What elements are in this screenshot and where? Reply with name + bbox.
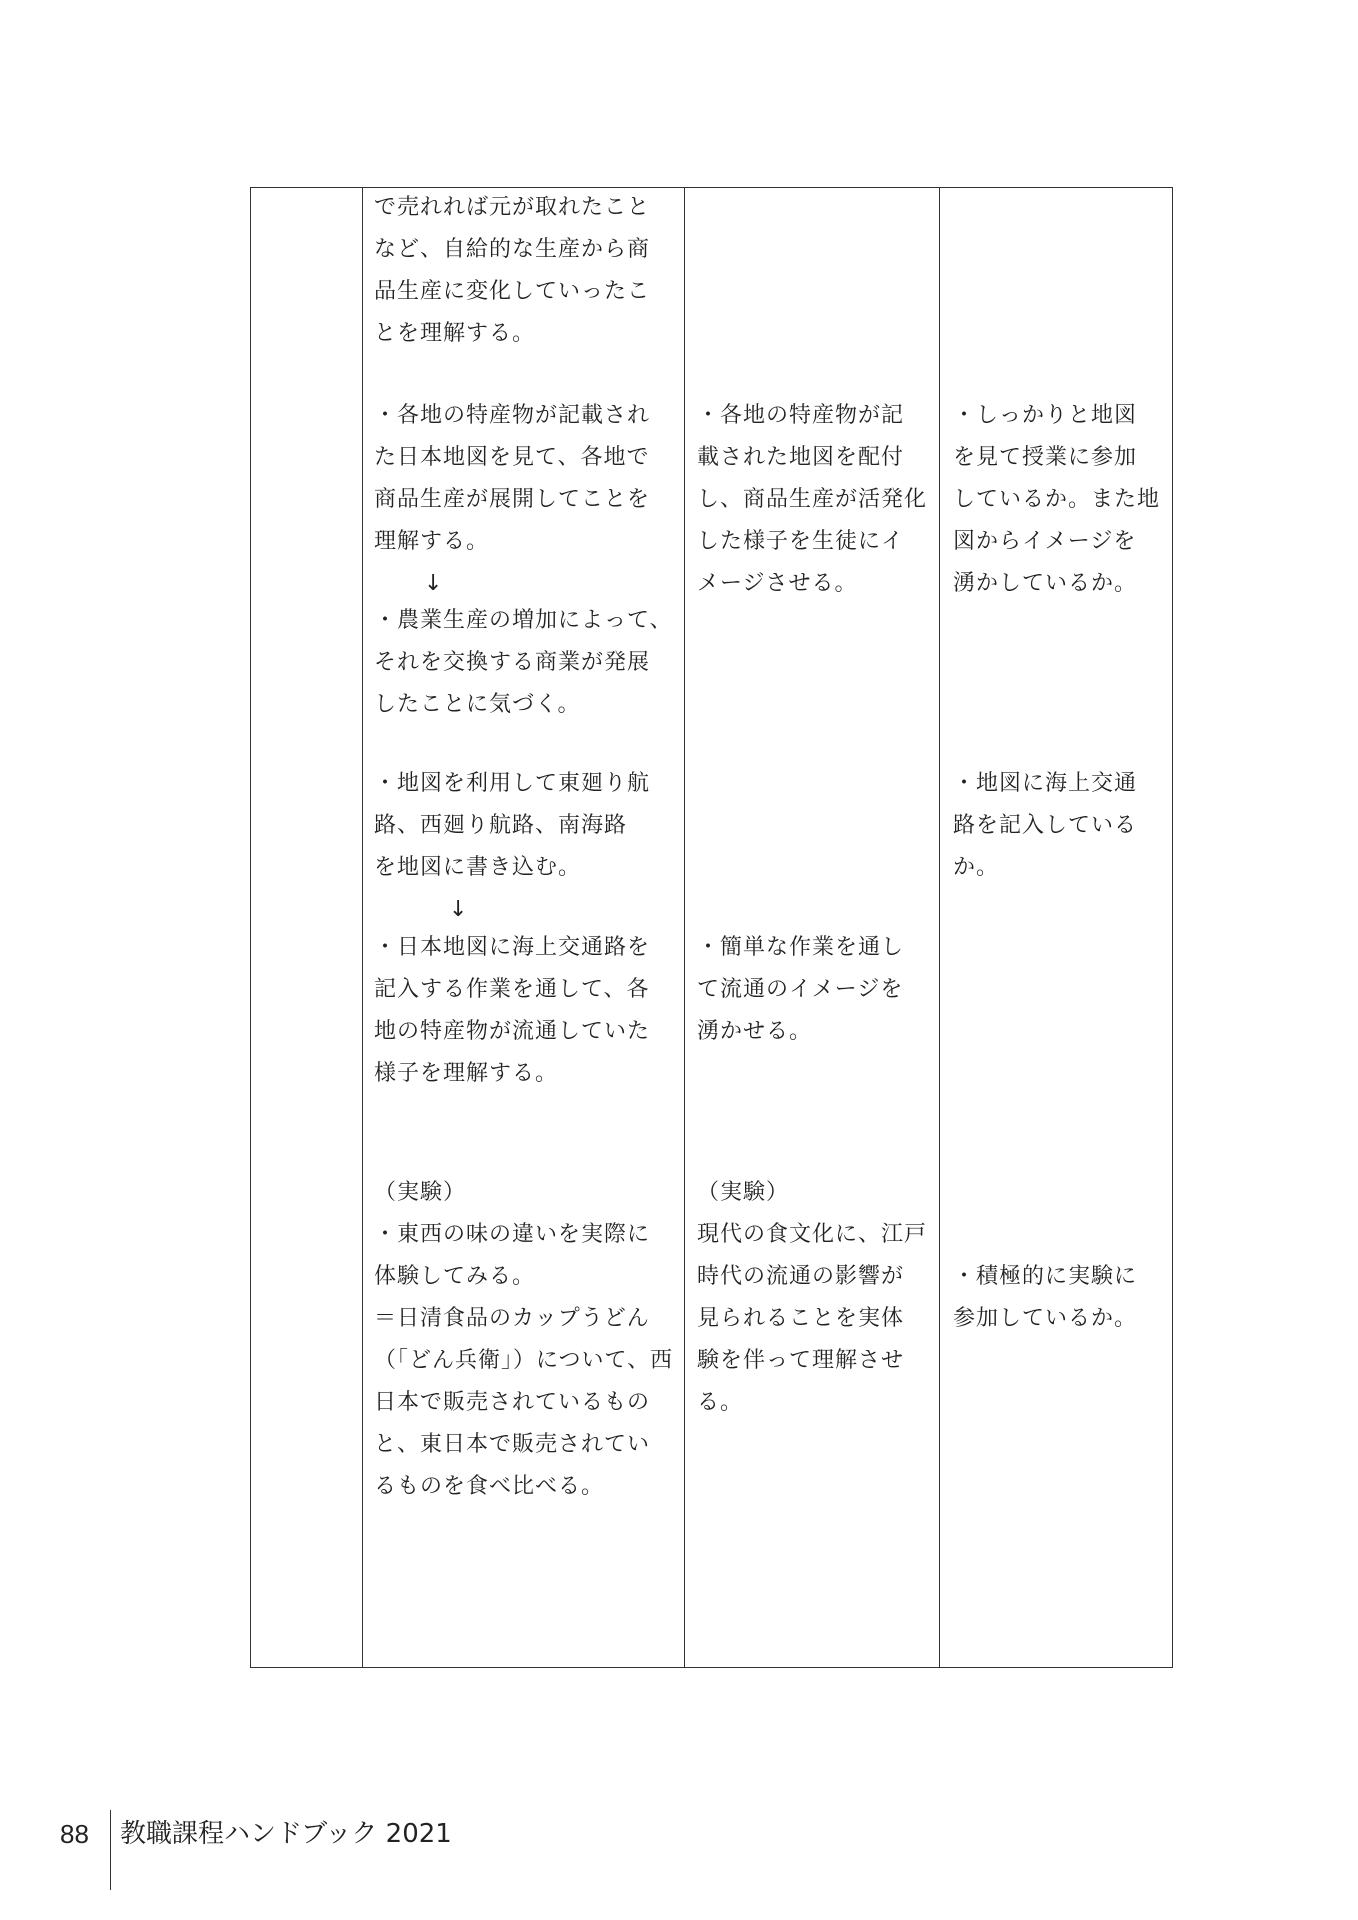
text-line: 品生産に変化していったこ: [374, 279, 651, 304]
text-line: ・地図に海上交通: [953, 771, 1138, 796]
text-line: （実験）: [374, 1180, 467, 1205]
evaluation-block-1: [953, 395, 1160, 605]
text-line: とを理解する。: [374, 321, 536, 346]
text-line: 現代の食文化に、江戸: [697, 1222, 928, 1247]
footer-divider: [110, 1810, 111, 1890]
text-line: 湧かしているか。: [953, 571, 1138, 596]
text-line: （実験）: [697, 1180, 790, 1205]
text-line: ・東西の味の違いを実際に: [374, 1222, 651, 1247]
column-divider: [362, 188, 363, 1667]
text-line: と、東日本で販売されてい: [374, 1432, 651, 1457]
support-block-3: [697, 1172, 927, 1424]
text-line: 湧かせる。: [697, 1019, 813, 1044]
activity-block-6: [374, 1172, 673, 1508]
activity-block-2: [374, 395, 650, 605]
evaluation-block-2: [953, 763, 1137, 889]
text-line: （「どん兵衛」）について、西: [374, 1348, 674, 1373]
evaluation-block-3: [953, 1256, 1137, 1340]
text-line: 記入する作業を通して、各: [374, 977, 650, 1002]
support-block-2: [697, 927, 904, 1053]
text-line: を地図に書き込む。: [374, 855, 582, 880]
footer-title: 教職課程ハンドブック 2021: [120, 1819, 452, 1849]
text-line: 図からイメージを: [953, 529, 1137, 554]
text-line: 理解する。: [374, 529, 490, 554]
arrow-down-icon: ↓: [449, 897, 469, 922]
support-block-1: [697, 395, 927, 605]
text-line: て流通のイメージを: [697, 977, 904, 1002]
text-line: 商品生産が展開してことを: [374, 487, 651, 512]
text-line: 載された地図を配付: [697, 445, 905, 470]
text-line: 路、西廻り航路、南海路: [374, 813, 628, 838]
text-line: る。: [697, 1390, 744, 1415]
text-line: で売れれば元が取れたこと: [374, 195, 651, 220]
activity-block-4: [374, 763, 650, 931]
text-line: 様子を理解する。: [374, 1061, 559, 1086]
text-line: しているか。また地: [953, 487, 1161, 512]
text-line: るものを食べ比べる。: [374, 1474, 605, 1499]
text-line: し、商品生産が活発化: [697, 487, 928, 512]
text-line: 参加しているか。: [953, 1306, 1138, 1331]
text-line: それを交換する商業が発展: [374, 650, 651, 675]
text-line: を見て授業に参加: [953, 445, 1138, 470]
text-line: ・地図を利用して東廻り航: [374, 771, 651, 796]
text-line: か。: [953, 855, 1000, 880]
text-line: 時代の流通の影響が: [697, 1264, 905, 1289]
text-line: 路を記入している: [953, 813, 1138, 838]
text-line: ・各地の特産物が記: [697, 403, 905, 428]
text-line: した様子を生徒にイ: [697, 529, 905, 554]
text-line: など、自給的な生産から商: [374, 237, 651, 262]
arrow-down-icon: ↓: [424, 571, 444, 596]
text-line: 見られることを実体: [697, 1306, 905, 1331]
column-divider: [939, 188, 940, 1667]
activity-block-3: [374, 600, 673, 726]
activity-block-1: [374, 187, 650, 355]
page-number: 88: [60, 1819, 89, 1849]
column-divider: [684, 188, 685, 1667]
text-line: ・各地の特産物が記載され: [374, 403, 651, 428]
text-line: 体験してみる。: [374, 1264, 536, 1289]
text-line: ・日本地図に海上交通路を: [374, 935, 651, 960]
text-line: た日本地図を見て、各地で: [374, 445, 650, 470]
text-line: ・簡単な作業を通し: [697, 935, 905, 960]
text-line: ・しっかりと地図: [953, 403, 1138, 428]
text-line: 験を伴って理解させ: [697, 1348, 905, 1373]
activity-block-5: [374, 927, 650, 1095]
text-line: 日本で販売されているもの: [374, 1390, 651, 1415]
text-line: メージさせる。: [697, 571, 858, 596]
text-line: ＝日清食品のカップうどん: [374, 1306, 650, 1331]
text-line: したことに気づく。: [374, 692, 581, 717]
text-line: ・積極的に実験に: [953, 1264, 1138, 1289]
text-line: 地の特産物が流通していた: [374, 1019, 651, 1044]
text-line: ・農業生産の増加によって、: [374, 608, 673, 633]
